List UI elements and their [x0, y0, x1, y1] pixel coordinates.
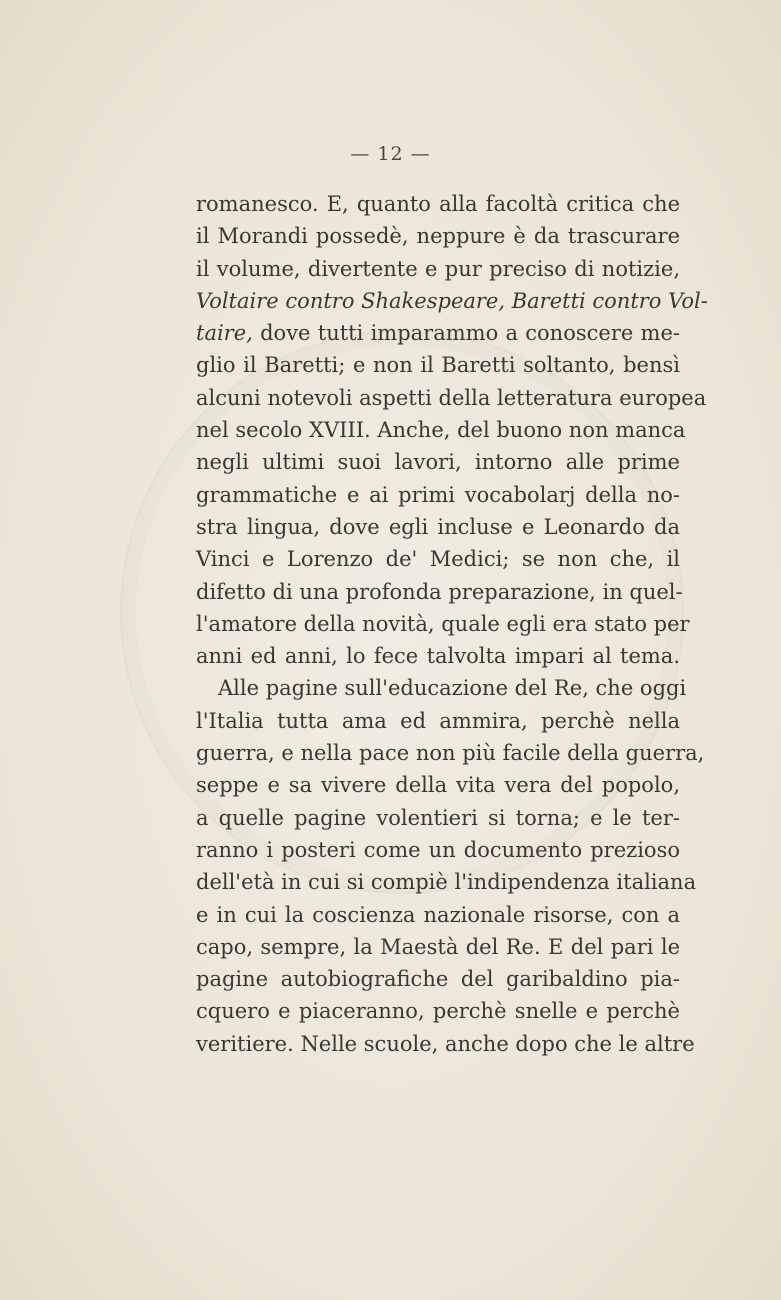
- text-line: seppe e sa vivere della vita vera del popolo,: [196, 773, 680, 798]
- text-line: negli ultimi suoi lavori, intorno alle prime: [196, 450, 680, 475]
- text-line: difetto di una profonda preparazione, in quel-: [196, 579, 683, 604]
- text-line: veritiere. Nelle scuole, anche dopo che le altre: [196, 1031, 695, 1056]
- text-line-italic-title: Voltaire contro Shakespeare, Baretti contro Vol-: [196, 288, 708, 313]
- body-text: [196, 188, 708, 1060]
- text-line: a quelle pagine volentieri si torna; e le ter-: [196, 805, 680, 830]
- text-line: cquero e piaceranno, perchè snelle e perchè: [196, 999, 680, 1024]
- text-line: [196, 317, 680, 349]
- text-line: l'Italia tutta ama ed ammira, perchè nella: [196, 708, 680, 733]
- text-line: stra lingua, dove egli incluse e Leonardo da: [196, 514, 680, 539]
- text-line: l'amatore della novità, quale egli era stato per: [196, 611, 690, 636]
- text-line-paragraph-start: Alle pagine sull'educazione del Re, che oggi: [218, 676, 687, 701]
- text-line: romanesco. E, quanto alla facoltà critica che: [196, 192, 680, 216]
- italic-title-end: taire,: [196, 321, 253, 346]
- text-line: grammatiche e ai primi vocabolarj della no-: [196, 482, 680, 507]
- text-line: glio il Baretti; e non il Baretti soltanto, bensì: [196, 353, 680, 378]
- text-line-rest: dove tutti imparammo a conoscere me-: [252, 321, 680, 346]
- text-line: il Morandi possedè, neppure è da trascurare: [196, 224, 680, 249]
- text-line: capo, sempre, la Maestà del Re. E del pari le: [196, 934, 680, 959]
- text-line: Vinci e Lorenzo de' Medici; se non che, il: [196, 547, 680, 572]
- text-line: ranno i posteri come un documento prezioso: [196, 837, 680, 862]
- text-line: pagine autobiografiche del garibaldino pia-: [196, 967, 680, 992]
- text-line: dell'età in cui si compiè l'indipendenza italiana: [196, 870, 697, 895]
- text-line: guerra, e nella pace non più facile della guerra,: [196, 741, 705, 766]
- text-line: alcuni notevoli aspetti della letteratura europea: [196, 385, 707, 410]
- text-line: e in cui la coscienza nazionale risorse, con a: [196, 902, 680, 927]
- text-line: nel secolo XVIII. Anche, del buono non manca: [196, 418, 686, 443]
- text-line: anni ed anni, lo fece talvolta impari al tema.: [196, 644, 680, 669]
- page-number: — 12 —: [350, 143, 431, 165]
- text-line: il volume, divertente e pur preciso di notizie,: [196, 256, 680, 281]
